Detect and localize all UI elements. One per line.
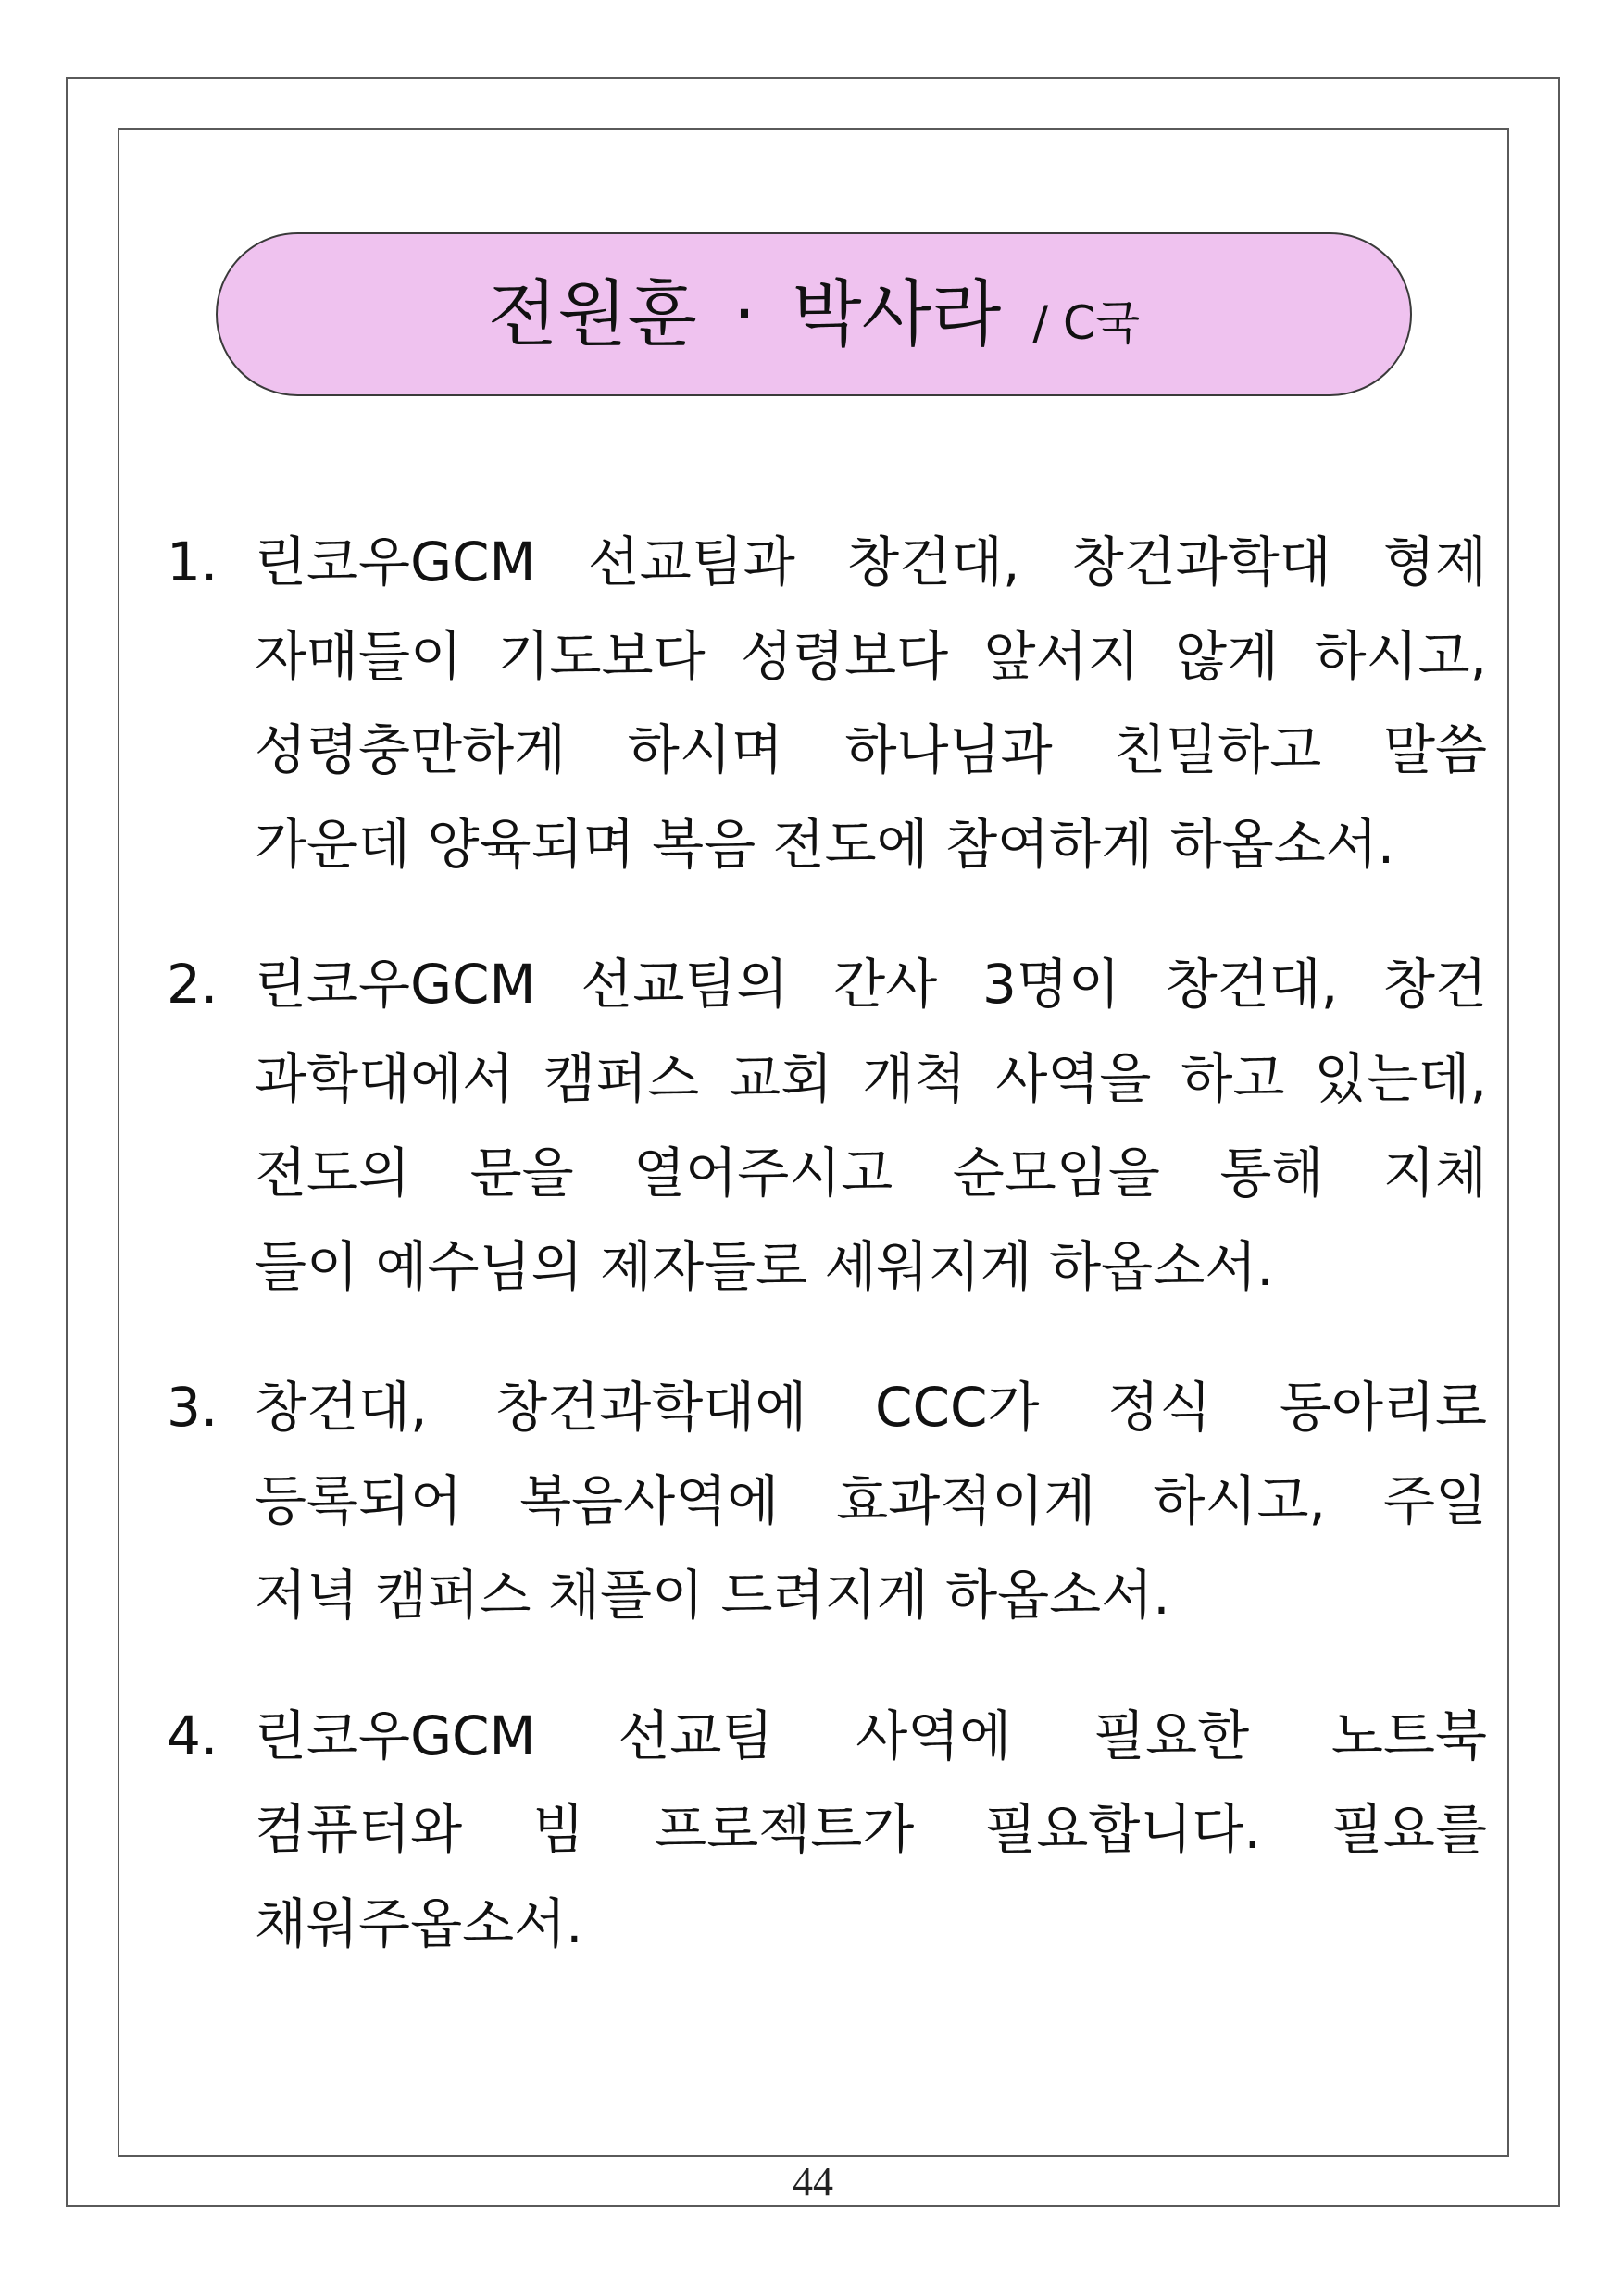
- prayer-item-number: 3.: [167, 1375, 219, 1439]
- prayer-item: [0, 516, 1624, 892]
- page-number: 44: [793, 2159, 833, 2204]
- prayer-line: 가운데 양육되며 복음 전도에 참여하게 하옵소서.: [255, 812, 1395, 876]
- prayer-line: 린코우GCM 선교팀 사역에 필요한 노트북: [255, 1703, 1487, 1767]
- prayer-list: [0, 516, 1624, 2017]
- prayer-item-number: 1.: [167, 530, 219, 593]
- prayer-item-number: 4.: [167, 1703, 219, 1767]
- title-banner: [216, 232, 1412, 396]
- title-names: 전원훈 · 박사라: [487, 272, 1002, 356]
- prayer-line: 저녁 캠퍼스 채플이 드려지게 하옵소서.: [255, 1563, 1170, 1627]
- prayer-item-text: [255, 1690, 1487, 1972]
- prayer-item-text: [255, 938, 1487, 1314]
- prayer-line: 과학대에서 캠퍼스 교회 개척 사역을 하고 있는데,: [255, 1046, 1487, 1110]
- prayer-line: 들이 예수님의 제자들로 세워지게 하옵소서.: [255, 1235, 1274, 1299]
- prayer-item: [0, 1361, 1624, 1643]
- prayer-line: 창건대, 창건과학대에 CCC가 정식 동아리로: [255, 1375, 1487, 1439]
- title-text: [487, 272, 1141, 356]
- prayer-line: 컴퓨터와 빔 프로젝트가 필요합니다. 필요를: [255, 1798, 1487, 1862]
- prayer-line: 린코우GCM 선교팀의 간사 3명이 창건대, 창건: [255, 953, 1487, 1017]
- prayer-line: 자매들이 기도보다 성령보다 앞서지 않게 하시고,: [255, 624, 1487, 688]
- prayer-item-text: [255, 516, 1487, 892]
- prayer-line: 성령충만하게 하시며 하나님과 친밀하고 말씀: [255, 718, 1487, 782]
- prayer-item: [0, 938, 1624, 1314]
- prayer-item-number: 2.: [167, 953, 219, 1017]
- prayer-item: [0, 1690, 1624, 1972]
- prayer-line: 등록되어 복음사역에 효과적이게 하시고, 주일: [255, 1469, 1487, 1533]
- prayer-line: 채워주옵소서.: [255, 1891, 583, 1955]
- prayer-line: 전도의 문을 열어주시고 순모임을 통해 지체: [255, 1141, 1487, 1204]
- prayer-line: 린코우GCM 선교팀과 창건대, 창건과학대 형제: [255, 530, 1487, 593]
- title-region: / C국: [1032, 295, 1141, 350]
- prayer-item-text: [255, 1361, 1487, 1643]
